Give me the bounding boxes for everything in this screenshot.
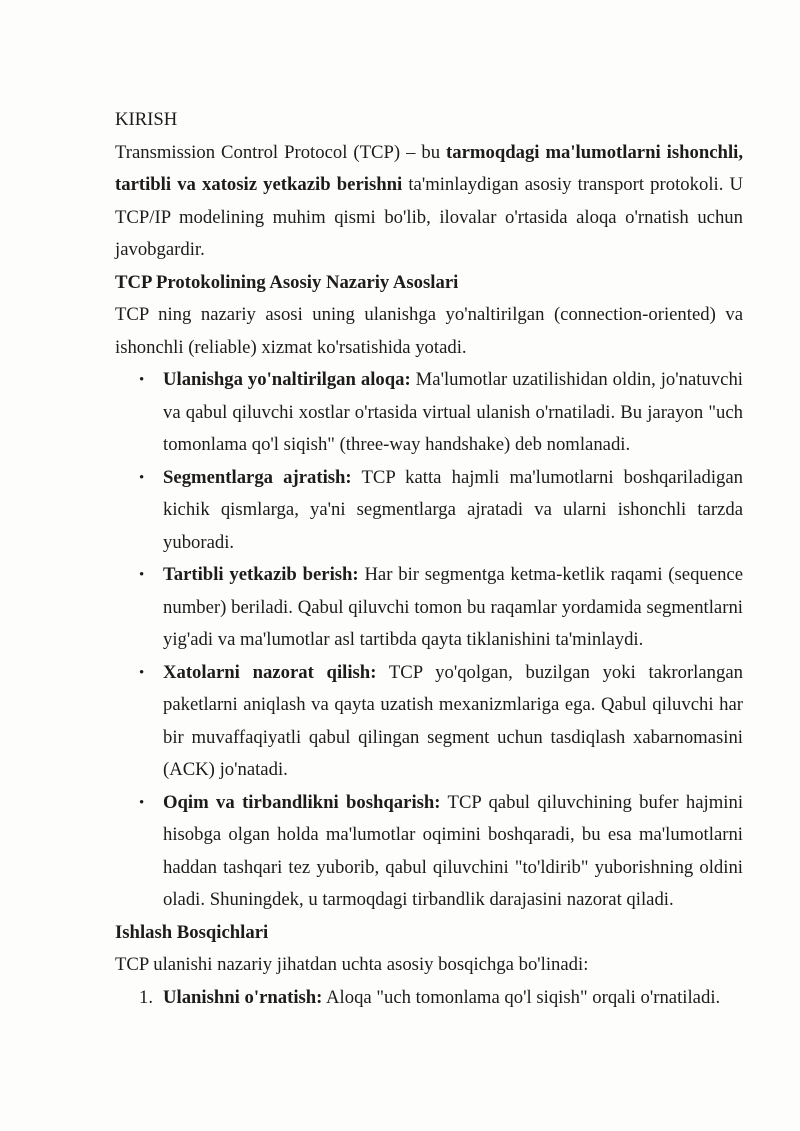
- bullet-icon: •: [139, 469, 145, 486]
- intro-paragraph: [115, 137, 743, 267]
- list-item-error-control: [139, 657, 743, 787]
- list-item-text: TCP qabul qiluvchining bufer hajmini hisobga olgan holda ma'lumotlar oqimini boshqaradi, bu esa ma'lumotlarni haddan tashqari tez yuborib, qabul qiluvchini "to'ldirib" yuborishning oldini oladi. Shuningdek, u tarmoqdagi tirbandlik darajasini nazorat qiladi.: [163, 791, 744, 910]
- list-item-label: Xatolarni nazorat qilish:: [163, 661, 377, 683]
- stages-numbered-list: [115, 982, 743, 1015]
- intro-paragraph-run-3: ta'minlaydigan asosiy transport protokoli. U TCP/IP modelining muhim qismi bo'lib, ilovalar o'rtasida aloqa o'rnatish uchun javobgardir.: [115, 174, 744, 260]
- theory-section-heading: TCP Protokolining Asosiy Nazariy Asoslari: [115, 271, 459, 293]
- feature-bullet-list: [115, 364, 743, 917]
- list-item-label: Ulanishga yo'naltirilgan aloqa:: [163, 369, 411, 390]
- list-item-segmentation: [139, 462, 744, 560]
- list-item-label: Tartibli yetkazib berish:: [163, 564, 359, 585]
- item-number: 1.: [139, 986, 154, 1008]
- numbered-item-label: Ulanishni o'rnatish:: [163, 986, 323, 1008]
- bullet-icon: •: [139, 794, 145, 811]
- numbered-list-item-connection-setup: [139, 982, 743, 1015]
- stages-intro-paragraph: TCP ulanishi nazariy jihatdan uchta asosiy bosqichga bo'linadi:: [115, 954, 589, 975]
- list-item-text: TCP katta hajmli ma'lumotlarni boshqariladigan kichik qismlarga, ya'ni segmentlarga ajratadi va ularni ishonchli tarzda yuboradi.: [163, 466, 744, 553]
- theory-intro-paragraph: TCP ning nazariy asosi uning ulanishga yo'naltirilgan (connection-oriented) va ishonchli (reliable) xizmat ko'rsatishida yotadi.: [115, 304, 743, 358]
- list-item-text: Har bir segmentga ketma-ketlik raqami (sequence number) beriladi. Qabul qiluvchi tomon bu raqamlar yordamida segmentlarni yig'adi va ma'lumotlar asl tartibda qayta tiklanishini ta'minlaydi.: [163, 564, 744, 650]
- bullet-icon: •: [139, 664, 145, 681]
- intro-heading: KIRISH: [115, 109, 178, 130]
- list-item-connection-oriented: [139, 364, 743, 462]
- list-item-flow-control: [139, 787, 744, 917]
- stages-section-heading: Ishlash Bosqichlari: [115, 921, 269, 943]
- numbered-item-text: Aloqa "uch tomonlama qo'l siqish" orqali o'rnatiladi.: [322, 986, 721, 1008]
- list-item-text: Ma'lumotlar uzatilishidan oldin, jo'natuvchi va qabul qiluvchi xostlar o'rtasida virtual ulanish o'rnatiladi. Bu jarayon "uch tomonlama qo'l siqish" (three-way handshake) deb nomlanadi.: [163, 369, 743, 455]
- list-item-text: TCP yo'qolgan, buzilgan yoki takrorlangan paketlarni aniqlash va qayta uzatish mexanizmlariga ega. Qabul qiluvchi har bir muvaffaqiyatli qabul qilingan segment uchun tasdiqlash xabarnomasini (ACK) jo'natadi.: [163, 661, 743, 780]
- intro-paragraph-run-1: Transmission Control Protocol (TCP) – bu: [115, 141, 447, 163]
- intro-paragraph-bold-run: tarmoqdagi ma'lumotlarni ishonchli, tartibli va xatosiz yetkazib berishni: [115, 141, 743, 195]
- list-item-label: Oqim va tirbandlikni boshqarish:: [163, 791, 441, 813]
- bullet-icon: •: [139, 567, 145, 583]
- bullet-icon: •: [139, 372, 145, 388]
- list-item-ordered-delivery: [139, 559, 744, 657]
- list-item-label: Segmentlarga ajratish:: [163, 466, 352, 488]
